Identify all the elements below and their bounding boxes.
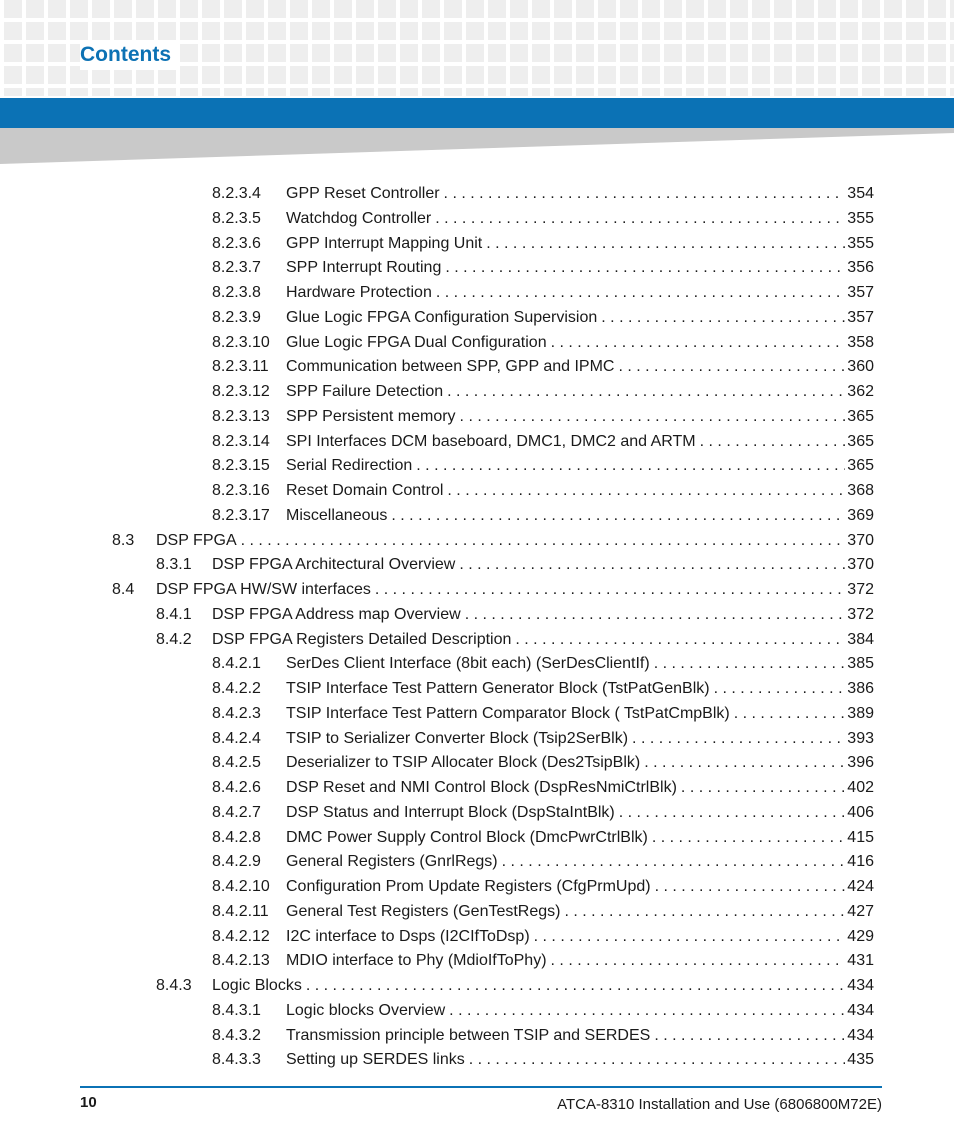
toc-entry[interactable] [212,306,874,330]
toc-entry-number: 8.2.3.6 [212,234,261,252]
toc-entry-title[interactable]: TSIP Interface Test Pattern Comparator Block ( TstPatCmpBlk) [286,704,730,722]
toc-entry-number: 8.4.2.12 [212,927,270,945]
toc-entry-page[interactable]: 357 [847,308,874,326]
toc-leader-dots [601,306,845,330]
toc-entry-page[interactable]: 389 [847,704,874,722]
toc-entry-title[interactable]: SPI Interfaces DCM baseboard, DMC1, DMC2 and ARTM [286,432,696,450]
toc-entry-number: 8.4.3 [156,977,192,994]
toc-leader-dots [564,900,845,924]
toc-entry-title[interactable]: DMC Power Supply Control Block (DmcPwrCtrlBlk) [286,828,648,846]
toc-entry-number: 8.2.3.16 [212,482,270,499]
toc-entry[interactable] [212,652,874,676]
toc-entry-page[interactable]: 434 [847,977,874,994]
toc-leader-dots [436,281,845,305]
toc-leader-dots [435,207,845,231]
toc-entry-page[interactable]: 365 [847,407,874,425]
toc-entry-page[interactable]: 358 [847,333,874,351]
toc-leader-dots [652,826,845,850]
toc-entry[interactable] [212,727,874,751]
toc-entry-number: 8.2.3.11 [212,358,269,376]
toc-leader-dots [654,1024,845,1048]
toc-entry-page[interactable]: 362 [847,383,874,400]
toc-entry-number: 8.4.3.1 [212,1001,261,1019]
toc-entry-page[interactable]: 386 [847,680,874,697]
toc-entry-title[interactable]: DSP FPGA HW/SW interfaces [156,581,371,598]
toc-entry[interactable] [212,900,874,924]
toc-entry-number: 8.2.3.4 [212,185,261,202]
page-title: Contents [80,40,179,70]
toc-entry-number: 8.4.2.10 [212,878,270,895]
toc-entry-title[interactable]: Watchdog Controller [286,209,432,227]
toc-entry-number: 8.4 [112,581,135,598]
toc-entry-title[interactable]: DSP Reset and NMI Control Block (DspResNmiCtrlBlk) [286,779,677,796]
toc-entry-number: 8.3 [112,531,135,549]
toc-entry-title[interactable]: Setting up SERDES links [286,1051,465,1069]
toc-entry[interactable] [212,1048,874,1072]
toc-entry-number: 8.4.2 [156,630,192,648]
toc-leader-dots [447,380,845,404]
footer-page-number: 10 [80,1094,97,1111]
toc-entry-number: 8.4.2.3 [212,704,261,722]
toc-leader-dots [465,603,846,627]
toc-entry[interactable] [112,529,874,553]
toc-leader-dots [469,1048,846,1072]
toc-entry-title[interactable]: SPP Persistent memory [286,407,456,425]
toc-entry[interactable] [212,850,874,874]
toc-entry-number: 8.4.2.1 [212,655,261,673]
toc-leader-dots [644,751,845,775]
toc-entry-page[interactable]: 354 [847,185,874,202]
toc-entry-page[interactable]: 431 [847,952,874,970]
toc-entry-title[interactable]: DSP FPGA Address map Overview [212,605,461,623]
toc-entry-number: 8.2.3.5 [212,209,261,227]
toc-entry-title[interactable]: General Test Registers (GenTestRegs) [286,902,561,920]
toc-entry-title[interactable]: Configuration Prom Update Registers (CfgPrmUpd) [286,878,651,895]
toc-entry-page[interactable]: 396 [847,754,874,772]
footer-divider [80,1086,882,1088]
toc-entry[interactable] [212,256,874,280]
header-blue-bar [0,98,954,128]
toc-leader-dots [445,256,845,280]
toc-entry-page[interactable]: 357 [847,284,874,301]
toc-entry[interactable] [156,628,874,652]
toc-leader-dots [655,875,846,899]
toc-entry-page[interactable]: 429 [847,927,874,945]
toc-entry-number: 8.2.3.13 [212,407,270,425]
toc-entry-number: 8.4.2.7 [212,803,261,821]
toc-leader-dots [551,331,846,355]
toc-entry[interactable] [212,1024,874,1048]
toc-entry-page[interactable]: 370 [847,556,874,574]
toc-entry-page[interactable]: 365 [847,432,874,450]
toc-leader-dots [681,776,845,800]
toc-entry-title[interactable]: Hardware Protection [286,284,432,301]
toc-entry-page[interactable]: 372 [847,581,874,598]
toc-leader-dots [632,727,845,751]
toc-entry[interactable] [212,999,874,1023]
toc-entry[interactable] [212,232,874,256]
toc-entry-title[interactable]: Glue Logic FPGA Dual Configuration [286,333,547,351]
toc-entry[interactable] [212,949,874,973]
toc-entry-page[interactable]: 434 [847,1001,874,1019]
toc-entry-page[interactable]: 356 [847,259,874,277]
toc-leader-dots [306,974,845,998]
toc-entry[interactable] [156,974,874,998]
toc-entry-title[interactable]: SPP Interrupt Routing [286,259,442,277]
toc-entry-number: 8.4.2.9 [212,853,261,871]
toc-entry[interactable] [212,479,874,503]
toc-entry[interactable] [212,504,874,528]
toc-entry-title[interactable]: General Registers (GnrlRegs) [286,853,498,871]
toc-leader-dots [375,578,845,602]
toc-entry[interactable] [212,331,874,355]
toc-leader-dots [391,504,845,528]
toc-leader-dots [502,850,846,874]
toc-entry-title[interactable]: SPP Failure Detection [286,383,444,400]
toc-entry-title[interactable]: GPP Interrupt Mapping Unit [286,234,483,252]
toc-leader-dots [654,652,846,676]
toc-entry-page[interactable]: 434 [847,1026,874,1044]
toc-entry-number: 8.2.3.17 [212,506,270,524]
toc-entry[interactable] [212,405,874,429]
toc-entry-title[interactable]: Logic Blocks [212,977,302,994]
toc-entry-page[interactable]: 393 [847,729,874,747]
toc-entry[interactable] [212,281,874,305]
toc-entry-page[interactable]: 355 [847,209,874,227]
toc-entry-title[interactable]: Glue Logic FPGA Configuration Supervision [286,308,598,326]
toc-entry[interactable] [212,875,874,899]
toc-leader-dots [619,801,846,825]
toc-entry-number: 8.4.2.11 [212,902,269,920]
toc-leader-dots [416,454,845,478]
toc-leader-dots [241,529,846,553]
toc-leader-dots [734,702,846,726]
toc-entry-page[interactable]: 368 [847,482,874,499]
toc-leader-dots [618,355,845,379]
toc-entry[interactable] [212,925,874,949]
toc-entry-title[interactable]: MDIO interface to Phy (MdioIfToPhy) [286,952,547,970]
toc-entry-number: 8.2.3.10 [212,333,270,351]
toc-entry-title[interactable]: SerDes Client Interface (8bit each) (SerDesClientIf) [286,655,650,673]
toc-entry-number: 8.3.1 [156,556,192,574]
toc-entry[interactable] [212,182,874,206]
toc-leader-dots [551,949,846,973]
toc-entry[interactable] [212,355,874,379]
toc-entry-title[interactable]: DSP FPGA [156,531,237,549]
toc-entry-number: 8.2.3.15 [212,457,270,475]
toc-entry-page[interactable]: 415 [847,828,874,846]
toc-entry-title[interactable]: Deserializer to TSIP Allocater Block (Des2TsipBlk) [286,754,641,772]
toc-leader-dots [515,628,845,652]
toc-entry-page[interactable]: 416 [847,853,874,871]
toc-entry-page[interactable]: 384 [847,630,874,648]
toc-entry[interactable] [212,454,874,478]
toc-entry-page[interactable]: 385 [847,655,874,673]
toc-entry[interactable] [212,702,874,726]
toc-leader-dots [444,182,846,206]
toc-entry-page[interactable]: 435 [847,1051,874,1069]
toc-leader-dots [534,925,846,949]
toc-entry-number: 8.2.3.8 [212,284,261,301]
toc-entry-number: 8.4.2.2 [212,680,261,697]
toc-entry-number: 8.4.2.13 [212,952,270,970]
toc-entry-page[interactable]: 424 [847,878,874,895]
toc-entry-page[interactable]: 365 [847,457,874,475]
toc-entry-page[interactable]: 369 [847,506,874,524]
toc-entry-title[interactable]: DSP FPGA Registers Detailed Description [212,630,512,648]
toc-entry-title[interactable]: DSP FPGA Architectural Overview [212,556,456,574]
toc-entry-page[interactable]: 372 [847,605,874,623]
toc-entry-number: 8.2.3.12 [212,383,270,400]
toc-leader-dots [714,677,846,701]
toc-entry[interactable] [156,603,874,627]
toc-entry[interactable] [212,801,874,825]
toc-entry-page[interactable]: 402 [847,779,874,796]
toc-entry-page[interactable]: 427 [847,902,874,920]
toc-leader-dots [447,479,845,503]
toc-entry[interactable] [212,776,874,800]
toc-leader-dots [460,405,846,429]
toc-entry-number: 8.4.2.8 [212,828,261,846]
toc-entry-number: 8.4.2.4 [212,729,261,747]
toc-entry-title[interactable]: TSIP Interface Test Pattern Generator Block (TstPatGenBlk) [286,680,710,697]
toc-entry[interactable] [212,826,874,850]
toc-entry-page[interactable]: 406 [847,803,874,821]
toc-entry-title[interactable]: DSP Status and Interrupt Block (DspStaIntBlk) [286,803,615,821]
toc-entry-title[interactable]: Miscellaneous [286,506,388,524]
toc-entry-number: 8.4.1 [156,605,192,623]
toc-entry-title[interactable]: GPP Reset Controller [286,185,440,202]
toc-entry-number: 8.2.3.9 [212,308,261,326]
toc-entry-title[interactable]: Logic blocks Overview [286,1001,446,1019]
toc-entry-title[interactable]: Communication between SPP, GPP and IPMC [286,358,615,376]
toc-entry-number: 8.2.3.7 [212,259,261,277]
toc-entry-page[interactable]: 360 [847,358,874,376]
toc-entry-title[interactable]: Reset Domain Control [286,482,444,499]
toc-entry-number: 8.4.3.3 [212,1051,261,1069]
toc-entry-title[interactable]: I2C interface to Dsps (I2CIfToDsp) [286,927,530,945]
toc-entry-number: 8.4.3.2 [212,1026,261,1044]
toc-entry-number: 8.2.3.14 [212,432,270,450]
toc-entry[interactable] [212,430,874,454]
toc-entry[interactable] [156,553,874,577]
toc-entry[interactable] [212,677,874,701]
toc-leader-dots [486,232,845,256]
footer-document-title: ATCA-8310 Installation and Use (6806800M72E) [557,1096,882,1113]
toc-entry[interactable] [112,578,874,602]
toc-entry-page[interactable]: 355 [847,234,874,252]
toc-entry-page[interactable]: 370 [847,531,874,549]
toc-entry-number: 8.4.2.5 [212,754,261,772]
toc-entry[interactable] [212,751,874,775]
toc-entry-number: 8.4.2.6 [212,779,261,796]
toc-entry-title[interactable]: Transmission principle between TSIP and SERDES [286,1026,651,1044]
toc-entry-title[interactable]: Serial Redirection [286,457,413,475]
toc-leader-dots [700,430,846,454]
toc-leader-dots [449,999,845,1023]
toc-entry-title[interactable]: TSIP to Serializer Converter Block (Tsip2SerBlk) [286,729,629,747]
toc-leader-dots [459,553,845,577]
toc-entry[interactable] [212,207,874,231]
header-gray-wedge [0,128,954,164]
toc-entry[interactable] [212,380,874,404]
